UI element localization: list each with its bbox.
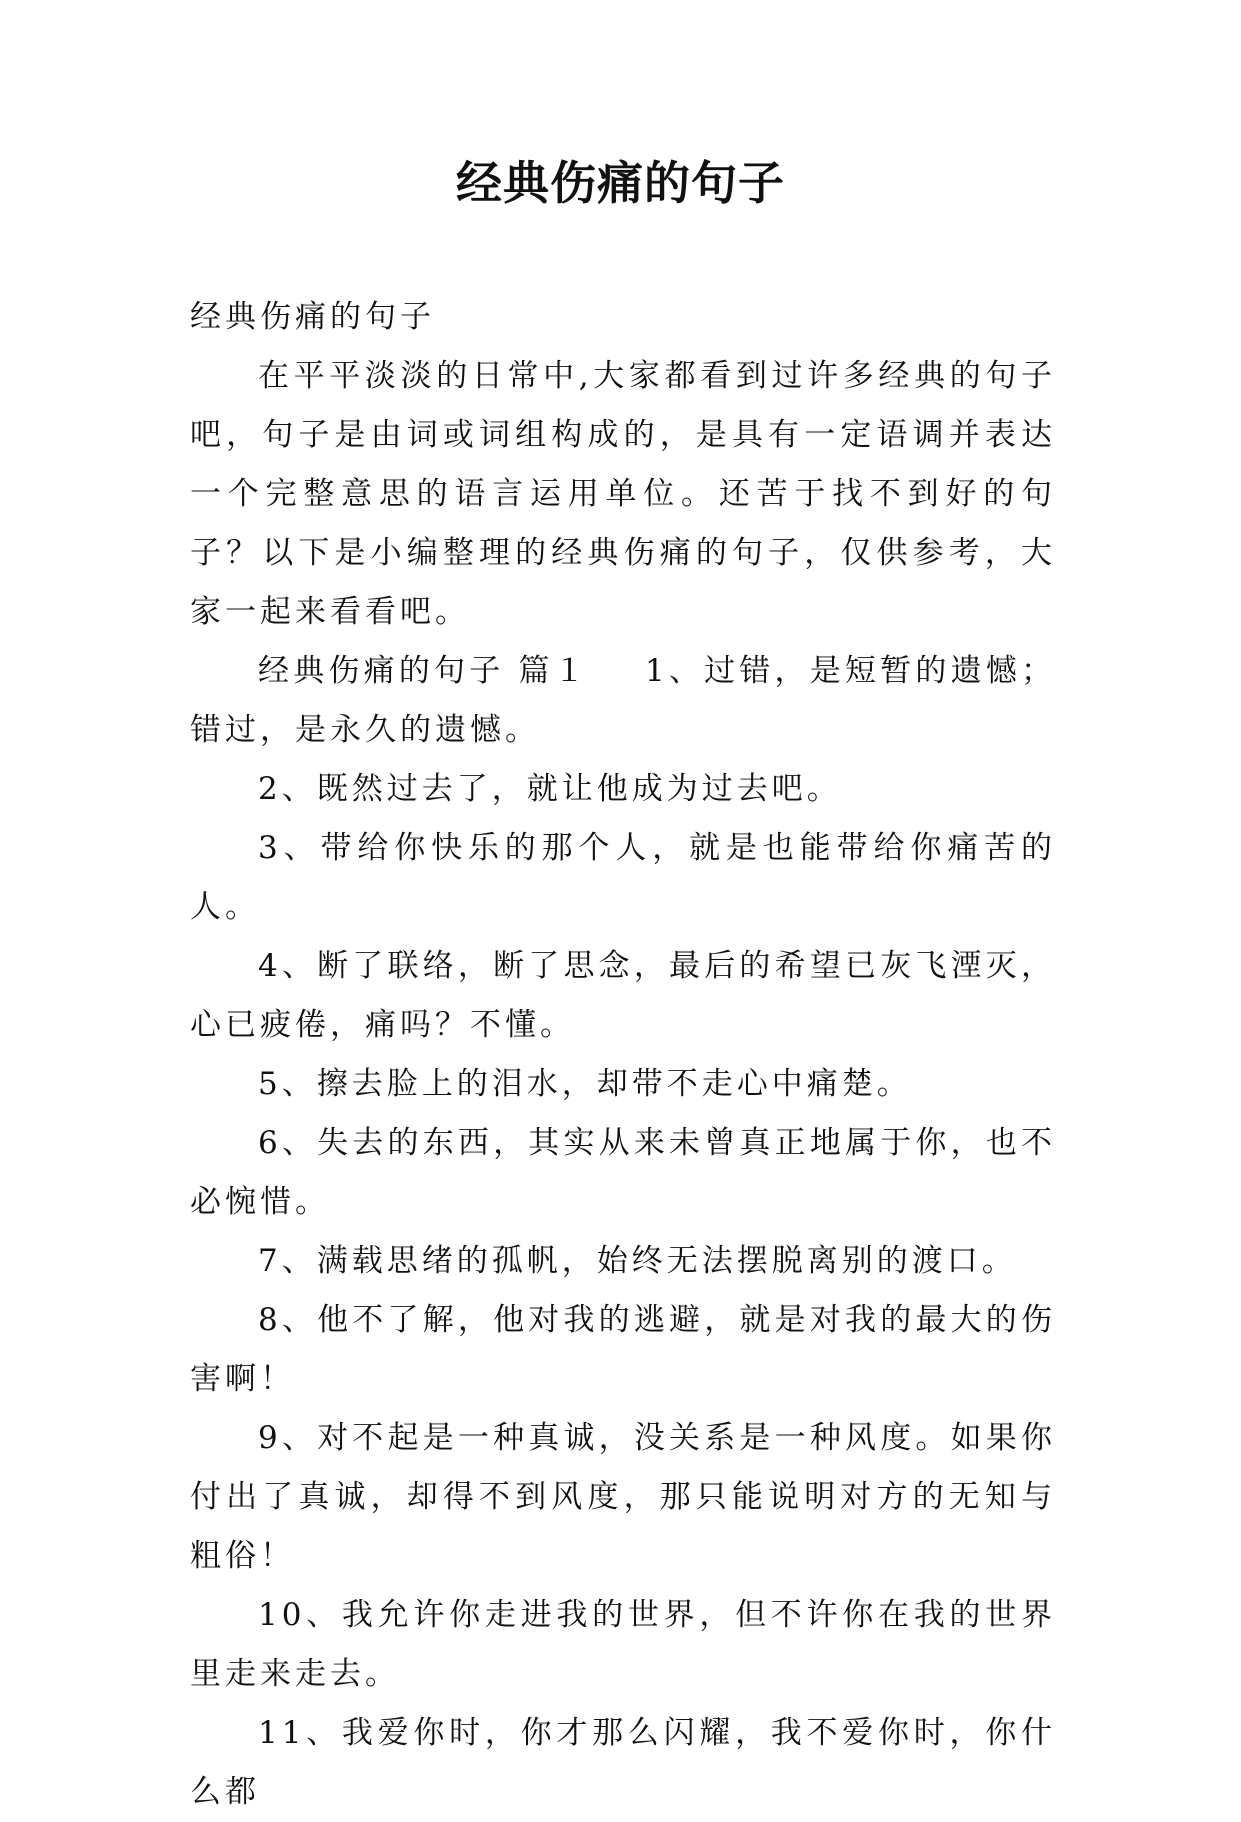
paragraph-item-3: 3、带给你快乐的那个人，就是也能带给你痛苦的人。 (190, 830, 1056, 925)
paragraph-item-1 (190, 642, 1056, 760)
paragraph-item-7: 7、满载思绪的孤帆，始终无法摆脱离别的渡口。 (258, 1243, 1017, 1279)
paragraph-item-5: 5、擦去脸上的泪水，却带不走心中痛楚。 (258, 1066, 912, 1102)
document-title: 经典伤痛的句子 (456, 156, 785, 210)
paragraph-item-8: 8、他不了解，他对我的逃避，就是对我的最大的伤害啊！ (190, 1302, 1056, 1397)
document-body (190, 288, 1056, 1822)
paragraph-item-2: 2、既然过去了，就让他成为过去吧。 (258, 771, 842, 807)
section-label: 经典伤痛的句子 篇１ (258, 653, 589, 689)
paragraph-item-4: 4、断了联络，断了思念，最后的希望已灰飞湮灭，心已疲倦，痛吗？不懂。 (190, 948, 1056, 1043)
paragraph-item-6: 6、失去的东西，其实从来未曾真正地属于你，也不必惋惜。 (190, 1125, 1056, 1220)
paragraph-item-10: 10、我允许你走进我的世界，但不许你在我的世界里走来走去。 (190, 1597, 1056, 1692)
section-heading: 经典伤痛的句子 (190, 299, 435, 335)
paragraph-item-11: 11、我爱你时，你才那么闪耀，我不爱你时，你什么都 (190, 1715, 1056, 1810)
intro-paragraph: 在平平淡淡的日常中,大家都看到过许多经典的句子吧，句子是由词或词组构成的，是具有一定语调并表达一个完整意思的语言运用单位。还苦于找不到好的句子？以下是小编整理的经典伤痛的句子，仅供参考，大家一起来看看吧。 (190, 358, 1056, 630)
paragraph-item-9: 9、对不起是一种真诚，没关系是一种风度。如果你付出了真诚，却得不到风度，那只能说明对方的无知与粗俗！ (190, 1420, 1056, 1574)
item-1-text: 1、过错，是短暂的遗憾；错过，是永久的遗憾。 (190, 653, 1056, 748)
